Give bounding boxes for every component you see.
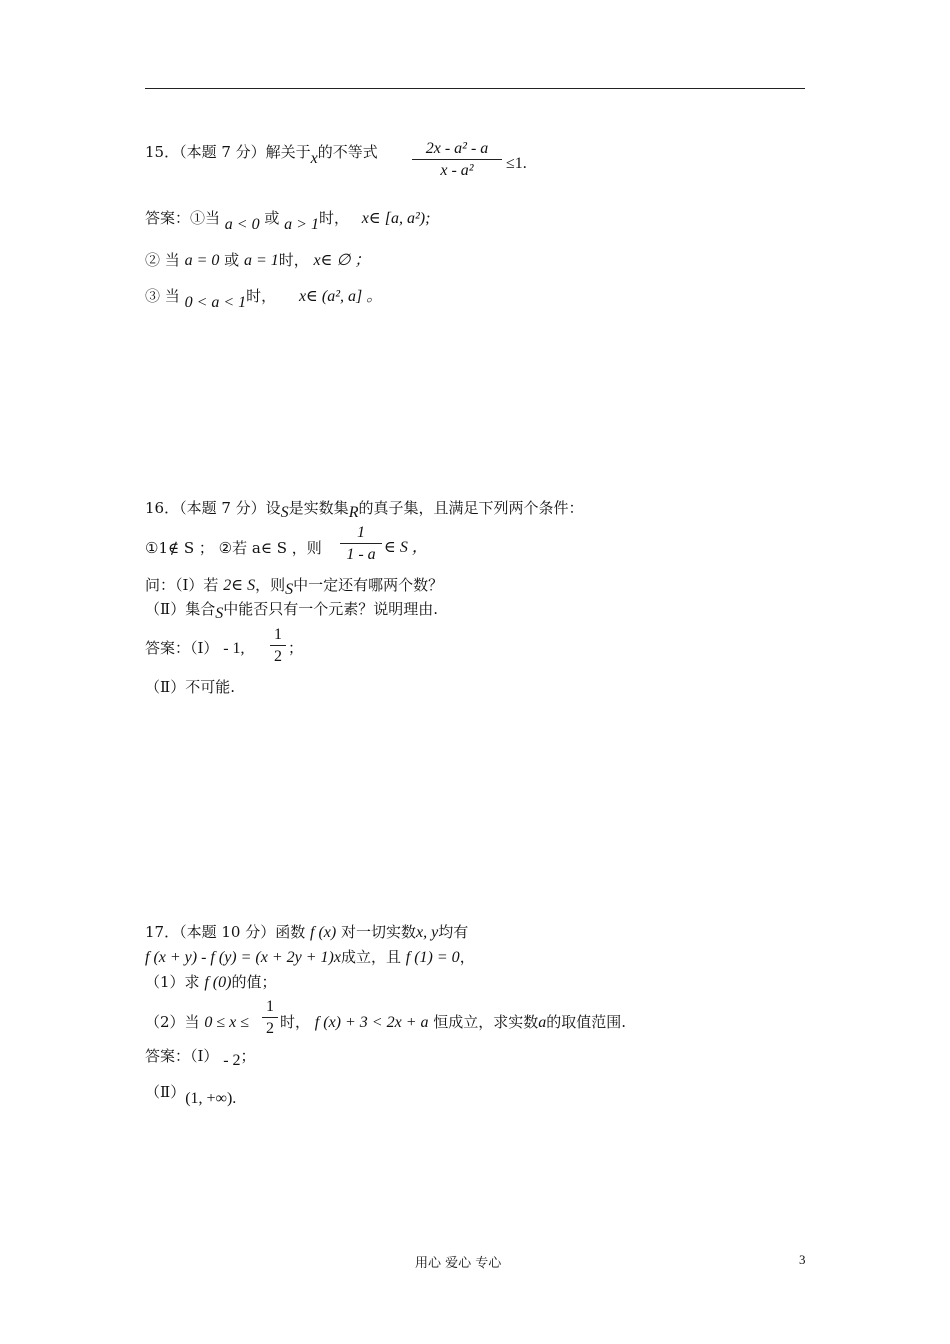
p16-q2-tail: 中能否只有一个元素？说明理由. [223,600,438,618]
p17-equation-line [145,947,475,968]
p15-ans1-when: 时， [318,209,349,227]
p17-eq-tail: ， [459,948,475,966]
p17-q1-pre: （1）求 [145,973,200,991]
p15-ans3-cond: 0 < a < 1 [184,294,247,311]
p16-ans-fraction [270,626,286,666]
p15-ans3-set: x∈ (a², a] 。 [298,288,383,305]
p17-q2-ineq: f (x) + 3 < 2x + a [314,1014,429,1031]
p17-question-1 [145,972,276,993]
p16-ans-frac-num: 1 [274,626,282,643]
header-rule [145,88,805,89]
p15-var-x: x [310,150,318,167]
p17-ans1-tail: ； [240,1047,256,1065]
p17-statement [145,922,468,943]
p17-q2-frac-den: 2 [266,1020,274,1037]
p16-statement [145,498,583,519]
p16-answer-1 [145,638,245,659]
p15-answer-3 [145,286,383,311]
p16-cond-tail: ∈ S ， [384,539,428,556]
p16-ans1-tail: ； [288,639,304,657]
p15-mid: 的不等式 [317,143,378,161]
p17-eq-mid: 成立，且 [340,948,401,966]
p15-ans2-when: 时， [278,251,309,269]
p16-q1-expr: 2∈ S [223,577,256,594]
p15-ans1-cond2: a > 1 [284,216,319,233]
p16-question-1 [145,575,443,596]
p17-equation: f (x + y) - f (y) = (x + 2y + 1)x [145,949,341,966]
p17-q2-mid: 恒成立，求实数 [433,1013,539,1031]
p17-q2-when: 时， [280,1013,311,1031]
p17-q2-pre: （2）当 [145,1013,200,1031]
p16-q1-tail: 中一定还有哪两个数？ [293,576,444,594]
p15-ans2-label: ② 当 [145,251,180,269]
p17-ans2-val: (1, +∞). [185,1090,237,1107]
p16-ans-frac-den: 2 [274,648,282,665]
p17-answer-2 [145,1082,237,1107]
p15-statement [145,142,378,167]
p16-mid1: 是实数集 [288,499,349,517]
p16-ans1-val: - 1, [223,640,245,657]
p15-ans3-label: ③ 当 [145,287,180,305]
p17-answer-1 [145,1046,256,1067]
footer-text: 用心 爱心 专心 [415,1256,502,1271]
page-number: 3 [799,1252,806,1267]
p15-answer-1 [145,208,431,233]
p16-mid2: 的真子集，且满足下列两个条件： [358,499,584,517]
p17-ans-label: 答案：（Ⅰ） [145,1047,219,1065]
p16-head: 16．（本题 7 分）设 [145,499,281,517]
p15-fraction [412,140,502,180]
p16-conditions: ①1∉ S ； ②若 a∈ S ，则 [145,539,322,557]
p16-frac-num: 1 [357,524,365,541]
p16-q1-mid: ，则 [255,576,286,594]
p15-frac-num: 2x - a² - a [425,140,489,157]
p16-frac-den: 1 - a [346,546,376,563]
p16-var-S: S [280,504,289,521]
p16-question-2 [145,599,438,620]
p17-q2-fraction [262,998,278,1038]
p16-fraction [340,524,382,564]
p17-q2-tail: 的取值范围. [546,1013,627,1031]
p16-q1-S: S [285,581,294,598]
p17-ans2-label: （Ⅱ） [145,1083,186,1101]
p16-q2-S: S [215,605,224,622]
p15-ans1-or: 或 [264,209,280,227]
p15-ans-label: 答案：①当 [145,209,221,227]
p15-ans3-when: 时， [246,287,277,305]
p16-var-R: R [348,504,359,521]
p17-q1-tail: 的值； [231,973,277,991]
p15-head: 15．（本题 7 分）解关于 [145,143,311,161]
p16-q2-pre: （Ⅱ）集合 [145,600,216,618]
p15-frac-den: x - a² [440,162,474,179]
p15-ans2-set: x∈ ∅ ； [313,252,371,269]
p15-ans2-or: 或 [224,251,240,269]
p17-ans1-val: - 2 [223,1052,241,1069]
p15-ans2-cond1: a = 0 [184,252,220,269]
p17-fx: f (x) [310,924,337,941]
p15-ans2-cond2: a = 1 [243,252,279,269]
p15-tail: ≤1. [506,155,527,172]
p17-eq-f1: f (1) = 0 [405,949,460,966]
p17-q2-frac-num: 1 [266,998,274,1015]
p17-question-2 [145,1012,249,1033]
p16-ans-label: 答案：（Ⅰ） [145,639,219,657]
p15-ans1-cond1: a < 0 [224,216,260,233]
p15-answer-2 [145,250,370,271]
p16-q1-pre: 问：（Ⅰ）若 [145,576,219,594]
p17-q1-expr: f (0) [204,974,232,991]
p17-q2-a: a [538,1014,547,1031]
p17-q2-cond: 0 ≤ x ≤ [204,1014,249,1031]
p17-xy: x, y [415,924,439,941]
p16-answer-2: （Ⅱ）不可能. [145,678,235,696]
p17-mid: 对一切实数 [336,923,416,941]
p15-ans1-set: x∈ [a, a²); [361,210,431,227]
p17-question-2-rest [280,1012,626,1033]
p17-tail: 均有 [438,923,469,941]
p17-head: 17．（本题 10 分）函数 [145,923,306,941]
